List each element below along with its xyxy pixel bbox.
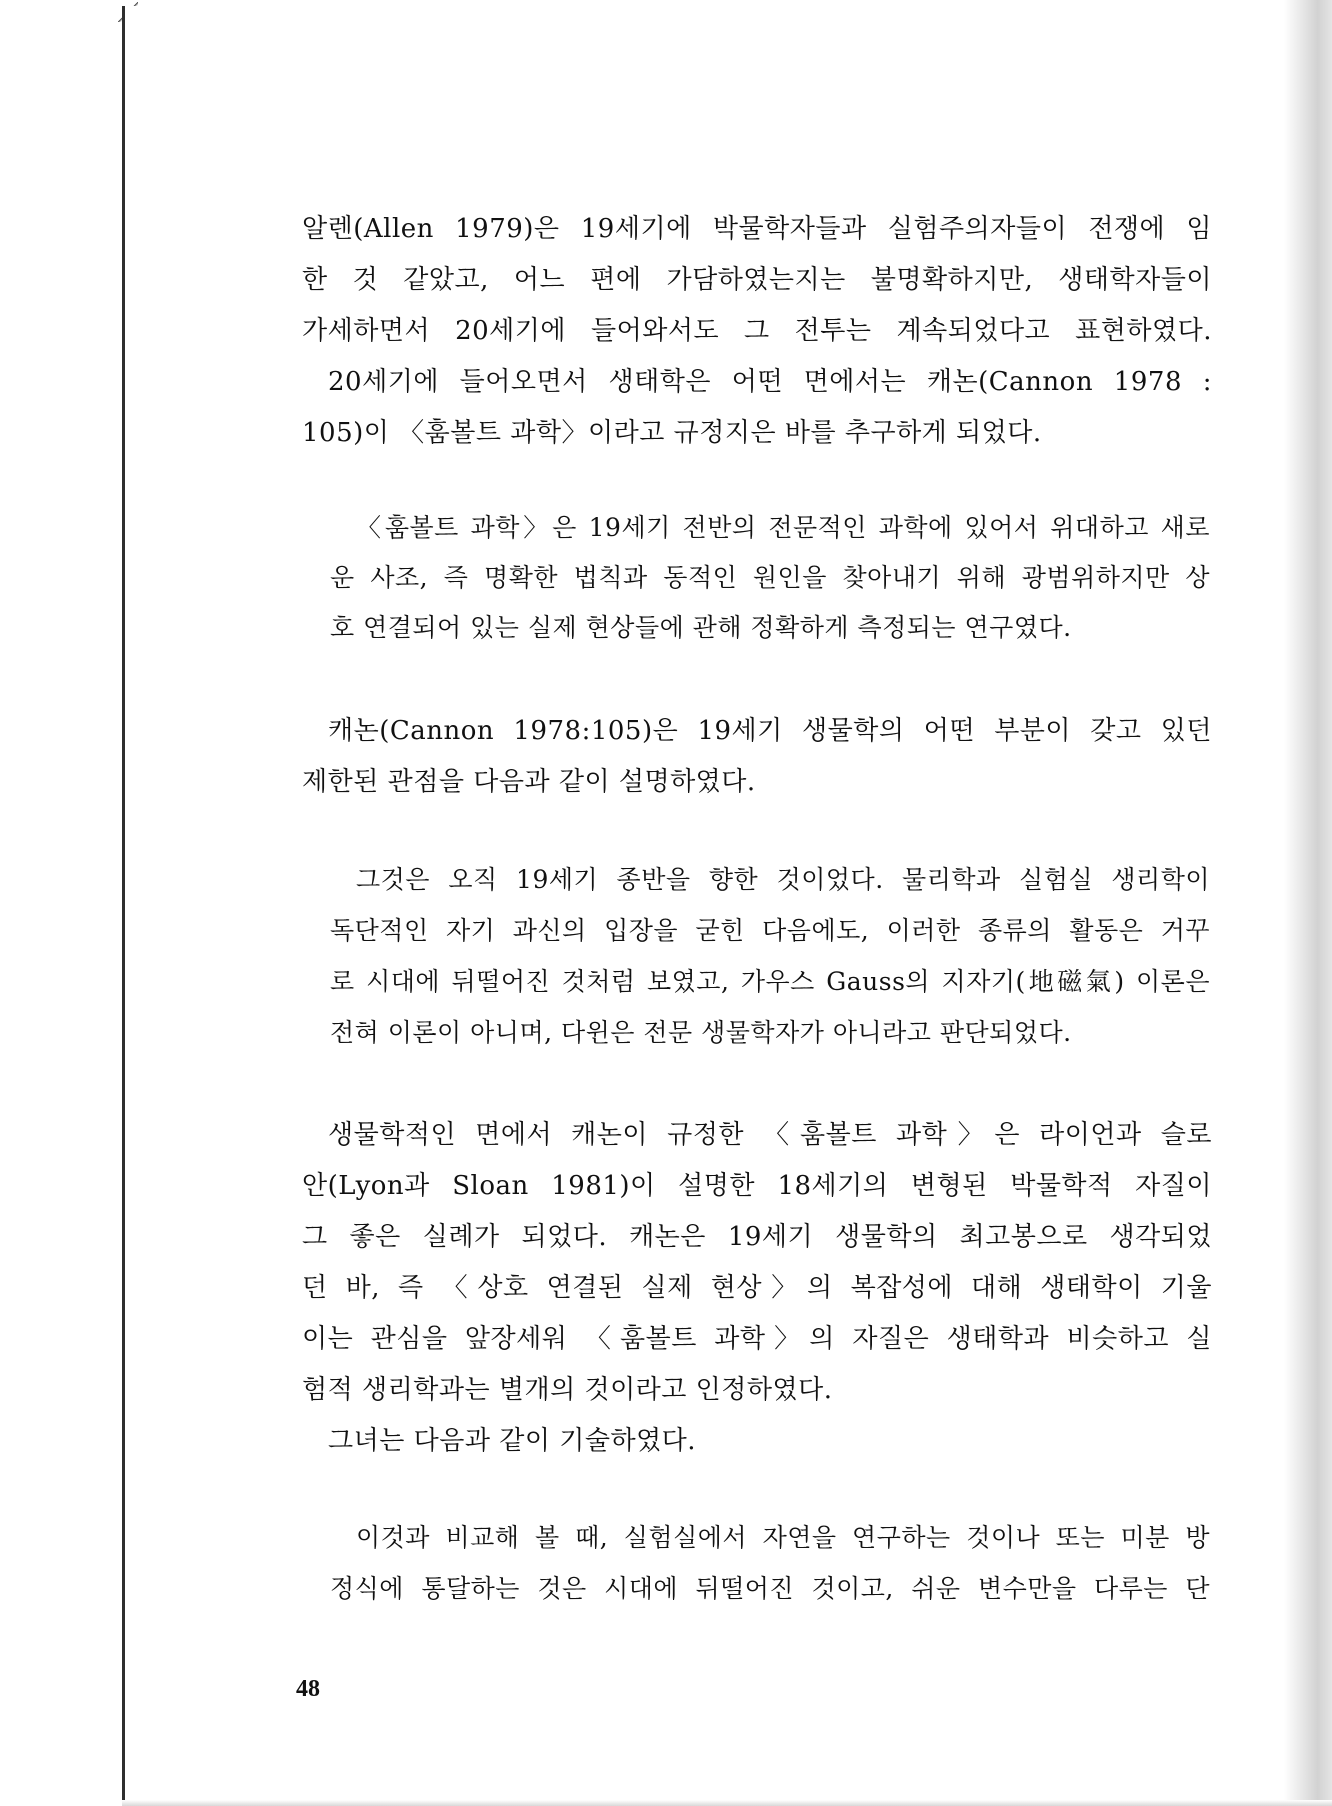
text-line: 제한된 관점을 다음과 같이 설명하였다.	[302, 767, 756, 797]
text-line: 그 좋은 실례가 되었다. 캐논은 19세기 생물학의 최고봉으로 생각되었	[302, 1222, 1212, 1252]
text-line: 가세하면서 20세기에 들어와서도 그 전투는 계속되었다고 표현하였다.	[302, 316, 1212, 346]
page-edge-shadow	[1284, 0, 1332, 1806]
text-line: 안(Lyon과 Sloan 1981)이 설명한 18세기의 변형된 박물학적 자질이	[302, 1171, 1212, 1201]
text-line: 한 것 같았고, 어느 편에 가담하였는지는 불명확하지만, 생태학자들이	[302, 265, 1212, 295]
page-bottom-shadow	[122, 1800, 1332, 1806]
text-line: 호 연결되어 있는 실제 현상들에 관해 정확하게 측정되는 연구였다.	[330, 613, 1072, 642]
page-number: 48	[296, 1676, 320, 1702]
text-line: 독단적인 자기 과신의 입장을 굳힌 다음에도, 이러한 종류의 활동은 거꾸	[330, 916, 1210, 945]
text-line: 알렌(Allen 1979)은 19세기에 박물학자들과 실험주의자들이 전쟁에 임	[302, 214, 1212, 244]
text-line: 운 사조, 즉 명확한 법칙과 동적인 원인을 찾아내기 위해 광범위하지만 상	[330, 563, 1210, 592]
text-line: 생물학적인 면에서 캐논이 규정한 〈훔볼트 과학〉은 라이언과 슬로	[328, 1120, 1212, 1150]
text-line: 던 바, 즉 〈상호 연결된 실제 현상〉의 복잡성에 대해 생태학이 기울	[302, 1273, 1212, 1303]
text-line: 그녀는 다음과 같이 기술하였다.	[328, 1426, 697, 1456]
text-line: 20세기에 들어오면서 생태학은 어떤 면에서는 캐논(Cannon 1978 :	[328, 367, 1212, 397]
text-line: 그것은 오직 19세기 종반을 향한 것이었다. 물리학과 실험실 생리학이	[356, 865, 1210, 894]
text-line: 로 시대에 뒤떨어진 것처럼 보였고, 가우스 Gauss의 지자기(地磁氣) 이론은	[330, 967, 1210, 996]
text-line: 캐논(Cannon 1978:105)은 19세기 생물학의 어떤 부분이 갖고 있던	[328, 716, 1212, 746]
text-line: 105)이 〈훔볼트 과학〉이라고 규정지은 바를 추구하게 되었다.	[302, 418, 1042, 448]
text-line: 이것과 비교해 볼 때, 실험실에서 자연을 연구하는 것이나 또는 미분 방	[356, 1523, 1210, 1552]
text-line: 전혀 이론이 아니며, 다윈은 전문 생물학자가 아니라고 판단되었다.	[330, 1018, 1072, 1047]
text-line: 정식에 통달하는 것은 시대에 뒤떨어진 것이고, 쉬운 변수만을 다루는 단	[330, 1574, 1210, 1603]
text-line: 이는 관심을 앞장세워 〈훔볼트 과학〉의 자질은 생태학과 비슷하고 실	[302, 1324, 1212, 1354]
text-line: 〈훔볼트 과학〉은 19세기 전반의 전문적인 과학에 있어서 위대하고 새로	[356, 513, 1210, 542]
text-line: 험적 생리학과는 별개의 것이라고 인정하였다.	[302, 1375, 833, 1405]
